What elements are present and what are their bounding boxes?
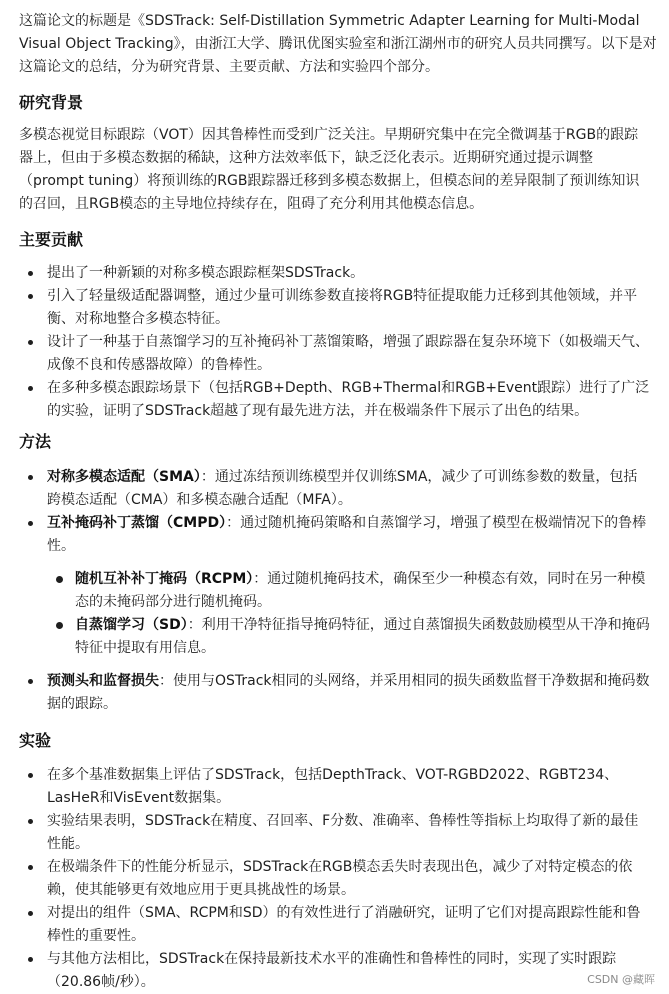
heading-contributions: 主要贡献 [19, 230, 84, 249]
methods-list-continued [19, 670, 651, 716]
list-item: 在多种多模态跟踪场景下（包括RGB+Depth、RGB+Thermal和RGB+Event跟踪）进行了广泛的实验，证明了SDSTrack超越了现有最先进方法，并在极端条件下展示了出色的结果。 [19, 377, 651, 423]
experiments-list [19, 764, 651, 994]
sd-text: ：利用干净特征指导掩码特征，通过自蒸馏损失函数鼓励模型从干净和掩码特征中提取有用信息。 [75, 617, 650, 656]
csdn-watermark: CSDN @藏晖 [587, 973, 655, 986]
list-item-sma [19, 466, 651, 512]
contributions-list [19, 262, 651, 423]
list-item-sd [19, 614, 651, 660]
list-item: 在多个基准数据集上评估了SDSTrack，包括DepthTrack、VOT-RGBD2022、RGBT234、LasHeR和VisEvent数据集。 [19, 764, 651, 810]
list-item-head [19, 670, 651, 716]
heading-background: 研究背景 [19, 93, 84, 112]
list-item: 实验结果表明，SDSTrack在精度、召回率、F分数、准确率、鲁棒性等指标上均取得了新的最佳性能。 [19, 810, 651, 856]
methods-list [19, 466, 651, 558]
sma-label: 对称多模态适配（SMA） [47, 469, 201, 485]
head-label: 预测头和监督损失 [47, 673, 159, 689]
list-item: 对提出的组件（SMA、RCPM和SD）的有效性进行了消融研究，证明了它们对提高跟踪性能和鲁棒性的重要性。 [19, 902, 651, 948]
list-item: 引入了轻量级适配器调整，通过少量可训练参数直接将RGB特征提取能力迁移到其他领域，并平衡、对称地整合多模态特征。 [19, 285, 651, 331]
background-paragraph: 多模态视觉目标跟踪（VOT）因其鲁棒性而受到广泛关注。早期研究集中在完全微调基于RGB的跟踪器上，但由于多模态数据的稀缺，这种方法效率低下，缺乏泛化表示。近期研究通过提示调整（prompt tuning）将预训练的RGB跟踪器迁移到多模态数据上，但模态间的差异限制了预训练知识的召回，且RGB模态的主导地位持续存在，阻碍了充分利用其他模态信息。 [19, 127, 640, 212]
sd-label: 自蒸馏学习（SD） [75, 617, 188, 633]
cmpd-label: 互补掩码补丁蒸馏（CMPD） [47, 515, 227, 531]
list-item: 设计了一种基于自蒸馏学习的互补掩码补丁蒸馏策略，增强了跟踪器在复杂环境下（如极端天气、成像不良和传感器故障）的鲁棒性。 [19, 331, 651, 377]
rcpm-label: 随机互补补丁掩码（RCPM） [75, 571, 254, 587]
list-item: 在极端条件下的性能分析显示，SDSTrack在RGB模态丢失时表现出色，减少了对特定模态的依赖，使其能够更有效地应用于更具挑战性的场景。 [19, 856, 651, 902]
rcpm-text: ：通过随机掩码技术，确保至少一种模态有效，同时在另一种模态的未掩码部分进行随机掩码。 [75, 571, 646, 610]
heading-methods: 方法 [19, 432, 52, 451]
intro-paragraph: 这篇论文的标题是《SDSTrack: Self-Distillation Symmetric Adapter Learning for Multi-Modal Visual Object Tracking》，由浙江大学、腾讯优图实验室和浙江湖州市的研究人员共同撰写。以下是对这篇论文的总结，分为研究背景、主要贡献、方法和实验四个部分。 [19, 13, 657, 75]
list-item-rcpm [19, 568, 651, 614]
list-item: 提出了一种新颖的对称多模态跟踪框架SDSTrack。 [19, 262, 651, 285]
heading-experiments: 实验 [19, 731, 52, 750]
cmpd-sublist [19, 568, 651, 660]
sma-text: ：通过冻结预训练模型并仅训练SMA，减少了可训练参数的数量，包括跨模态适配（CMA）和多模态融合适配（MFA）。 [47, 469, 638, 508]
list-item-cmpd [19, 512, 651, 558]
head-text: ：使用与OSTrack相同的头网络，并采用相同的损失函数监督干净数据和掩码数据的跟踪。 [47, 673, 650, 712]
cmpd-text: ：通过随机掩码策略和自蒸馏学习，增强了模型在极端情况下的鲁棒性。 [47, 515, 647, 554]
list-item: 与其他方法相比，SDSTrack在保持最新技术水平的准确性和鲁棒性的同时，实现了实时跟踪（20.86帧/秒）。 [19, 948, 651, 994]
